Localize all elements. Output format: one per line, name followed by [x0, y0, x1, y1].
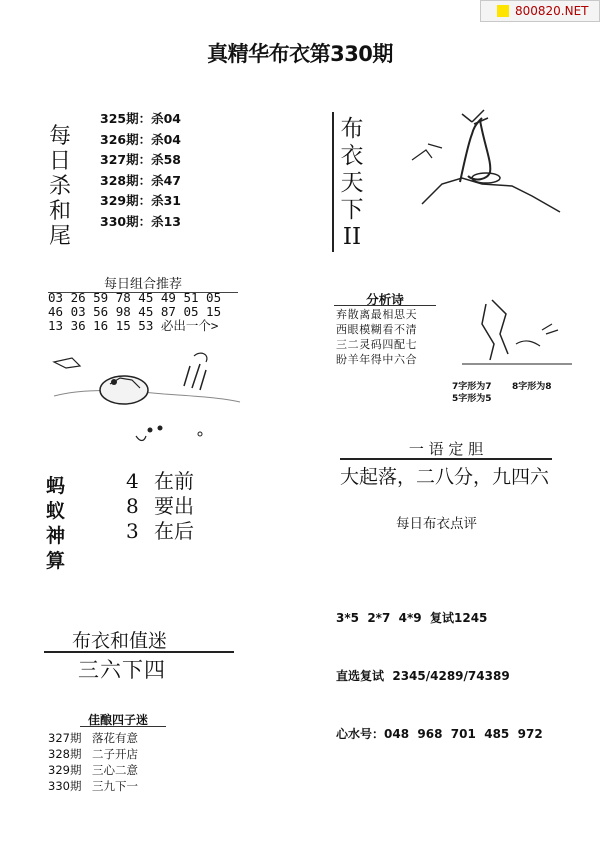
poem-note-7: 7字形为7 — [452, 382, 492, 392]
kill-tail-row: 326期：杀04 — [100, 131, 181, 147]
kill-tail-row: 325期：杀04 — [100, 111, 181, 126]
landscape-sketch-illustration — [402, 104, 562, 214]
four-riddle-row: 327期 落花有意 — [48, 731, 138, 745]
page-title: 真精华布衣第330期 — [207, 42, 393, 66]
buyi-char: II — [342, 224, 362, 250]
kill-tail-char: 杀 — [48, 174, 71, 199]
kill-tail-row: 330期：杀13 — [100, 213, 181, 229]
recommend-line: 直选复试 2345/4289/74389 — [336, 669, 510, 683]
site-watermark — [480, 0, 600, 22]
buyi-char: 下 — [340, 197, 364, 223]
ant-calc-char: 算 — [46, 550, 66, 572]
kill-tail-row: 327期：杀58 — [100, 152, 181, 167]
ant-calc-row: 4 在前 — [126, 469, 194, 493]
riddle-heading: 布衣和值迷 — [72, 630, 168, 652]
yiyu-subheading: 每日布衣点评 — [396, 516, 477, 532]
poem-line: 弃散离最相思天 — [336, 308, 418, 321]
poem-note-5: 5字形为5 — [452, 394, 492, 404]
poem-line: 西眼模糊看不清 — [336, 323, 418, 336]
four-riddle-list — [48, 730, 138, 794]
pond-frog-illustration — [44, 346, 244, 446]
ant-calc-char: 蚁 — [46, 500, 66, 522]
buyi-tianxia-label — [340, 116, 364, 251]
buyi-char: 布 — [340, 116, 364, 142]
poem-lines — [336, 307, 417, 367]
four-riddle-heading: 佳酿四子迷 — [88, 713, 149, 727]
yiyu-heading: 一 语 定 胆 — [408, 440, 484, 458]
buyi-char: 天 — [340, 170, 364, 196]
kill-tail-char: 和 — [48, 199, 71, 224]
poem-heading: 分析诗 — [366, 292, 404, 307]
poem-rule — [334, 305, 436, 306]
poem-line: 盼羊年得中六合 — [336, 353, 418, 366]
ant-calc-char: 神 — [46, 525, 66, 547]
ant-calc-row: 3 在后 — [126, 519, 194, 543]
combo-rows — [48, 291, 221, 333]
kill-tail-char: 尾 — [48, 224, 71, 249]
number-recommendations — [336, 570, 543, 763]
four-riddle-row: 329期 三心二意 — [48, 763, 138, 777]
combo-heading: 每日组合推荐 — [48, 273, 238, 293]
riddle-rule — [44, 651, 234, 653]
divider-line — [332, 112, 334, 252]
ant-calc-char: 蚂 — [46, 475, 66, 497]
combo-row: 46 03 56 98 45 87 05 15 — [48, 304, 222, 319]
kill-tail-row: 328期：杀47 — [100, 172, 181, 188]
poem-line: 三二灵码四配七 — [336, 338, 418, 351]
yellow-square-icon — [497, 5, 509, 17]
river-sketch-illustration — [456, 294, 576, 366]
yiyu-rule — [340, 458, 552, 460]
watermark-text: 800820.NET — [515, 4, 589, 18]
combo-row: 03 26 59 78 45 49 51 05 — [48, 290, 222, 305]
four-riddle-row: 330期 三九下一 — [48, 779, 138, 793]
ant-calc-row: 8 要出 — [126, 494, 194, 518]
kill-tail-row: 329期：杀31 — [100, 193, 181, 208]
yiyu-text: 大起落，二八分，九四六 — [340, 466, 550, 488]
recommend-line: 3*5 2*7 4*9 复试1245 — [336, 611, 488, 625]
kill-tail-list — [100, 109, 181, 232]
kill-tail-char: 日 — [48, 149, 71, 174]
four-riddle-row: 328期 二子开店 — [48, 747, 138, 761]
kill-tail-label — [48, 124, 72, 249]
combo-row: 13 36 16 15 53 必出一个> — [48, 318, 219, 333]
recommend-line: 心水号：048 968 701 485 972 — [336, 727, 543, 741]
ant-calc-label — [46, 474, 70, 574]
buyi-char: 衣 — [340, 143, 364, 169]
ant-calc-rows — [126, 469, 194, 544]
poem-note-8: 8字形为8 — [512, 382, 552, 392]
kill-tail-char: 每 — [48, 124, 71, 149]
four-riddle-rule — [80, 726, 166, 727]
riddle-text: 三六下四 — [78, 658, 166, 682]
